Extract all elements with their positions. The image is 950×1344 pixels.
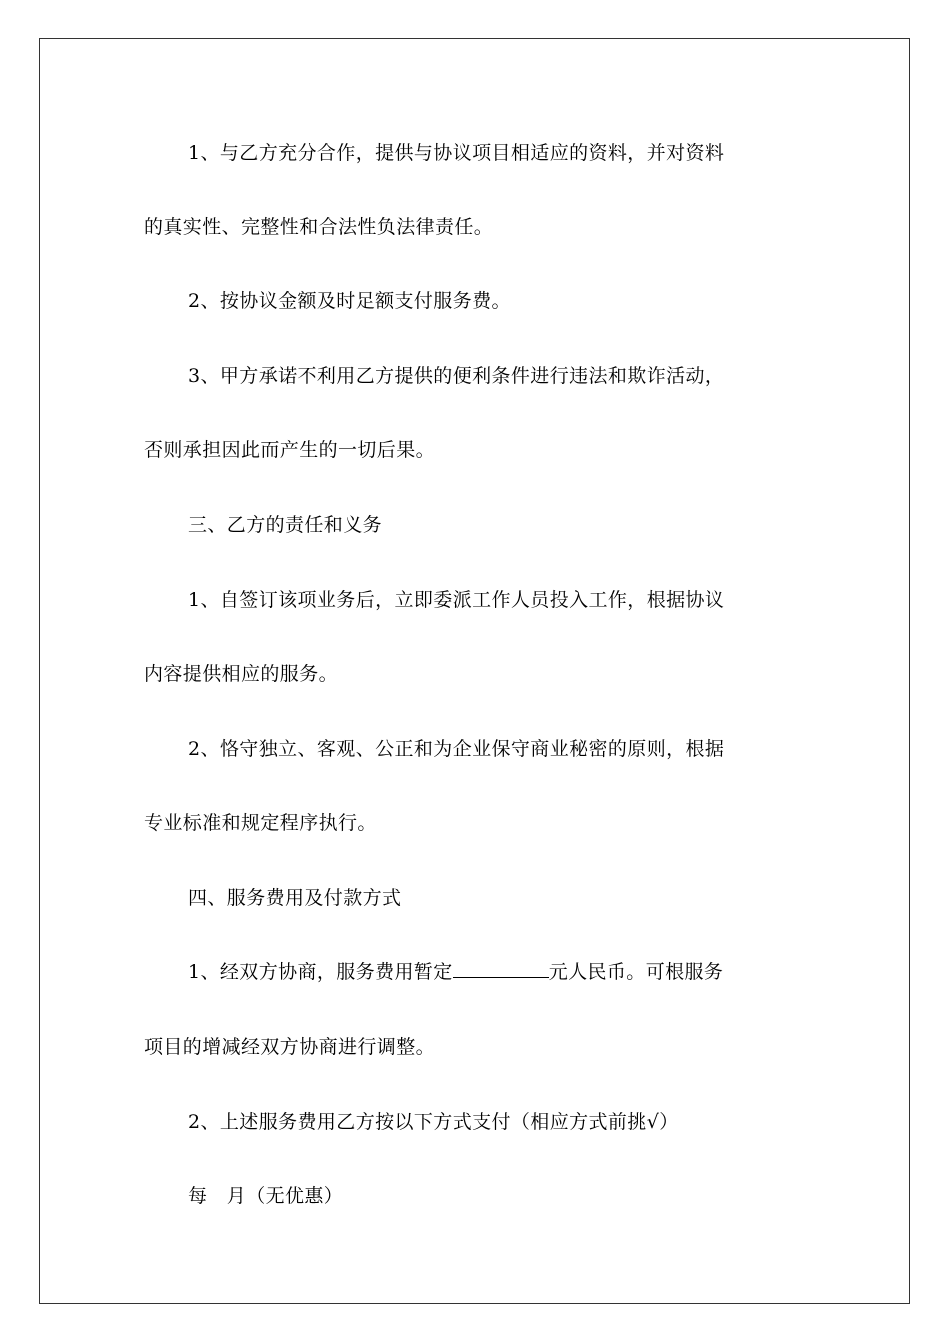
paragraph-line-4: 3、甲方承诺不利用乙方提供的便利条件进行违法和欺诈活动， xyxy=(188,365,725,387)
fee-line-after-blank: 元人民币。可根服务 xyxy=(548,961,724,983)
paragraph-line-14: 2、上述服务费用乙方按以下方式支付（相应方式前挑√） xyxy=(188,1111,679,1133)
paragraph-line-7: 1、自签订该项业务后，立即委派工作人员投入工作，根据协议 xyxy=(188,589,725,611)
section-heading-3: 三、乙方的责任和义务 xyxy=(188,514,383,536)
fee-line xyxy=(188,959,723,985)
paragraph-line-5: 否则承担因此而产生的一切后果。 xyxy=(144,439,436,461)
paragraph-line-1: 1、与乙方充分合作，提供与协议项目相适应的资料，并对资料 xyxy=(188,142,725,164)
fee-amount-blank xyxy=(453,959,549,978)
section-heading-4: 四、服务费用及付款方式 xyxy=(188,887,402,909)
paragraph-line-3: 2、按协议金额及时足额支付服务费。 xyxy=(188,290,511,312)
payment-option-monthly: 每 月（无优惠） xyxy=(188,1185,344,1207)
paragraph-line-8: 内容提供相应的服务。 xyxy=(144,663,339,685)
fee-line-before-blank: 1、经双方协商，服务费用暂定 xyxy=(188,961,453,983)
paragraph-line-2: 的真实性、完整性和合法性负法律责任。 xyxy=(144,216,494,238)
paragraph-line-9: 2、恪守独立、客观、公正和为企业保守商业秘密的原则，根据 xyxy=(188,738,725,760)
paragraph-line-10: 专业标准和规定程序执行。 xyxy=(144,812,377,834)
paragraph-line-13: 项目的增减经双方协商进行调整。 xyxy=(144,1036,436,1058)
